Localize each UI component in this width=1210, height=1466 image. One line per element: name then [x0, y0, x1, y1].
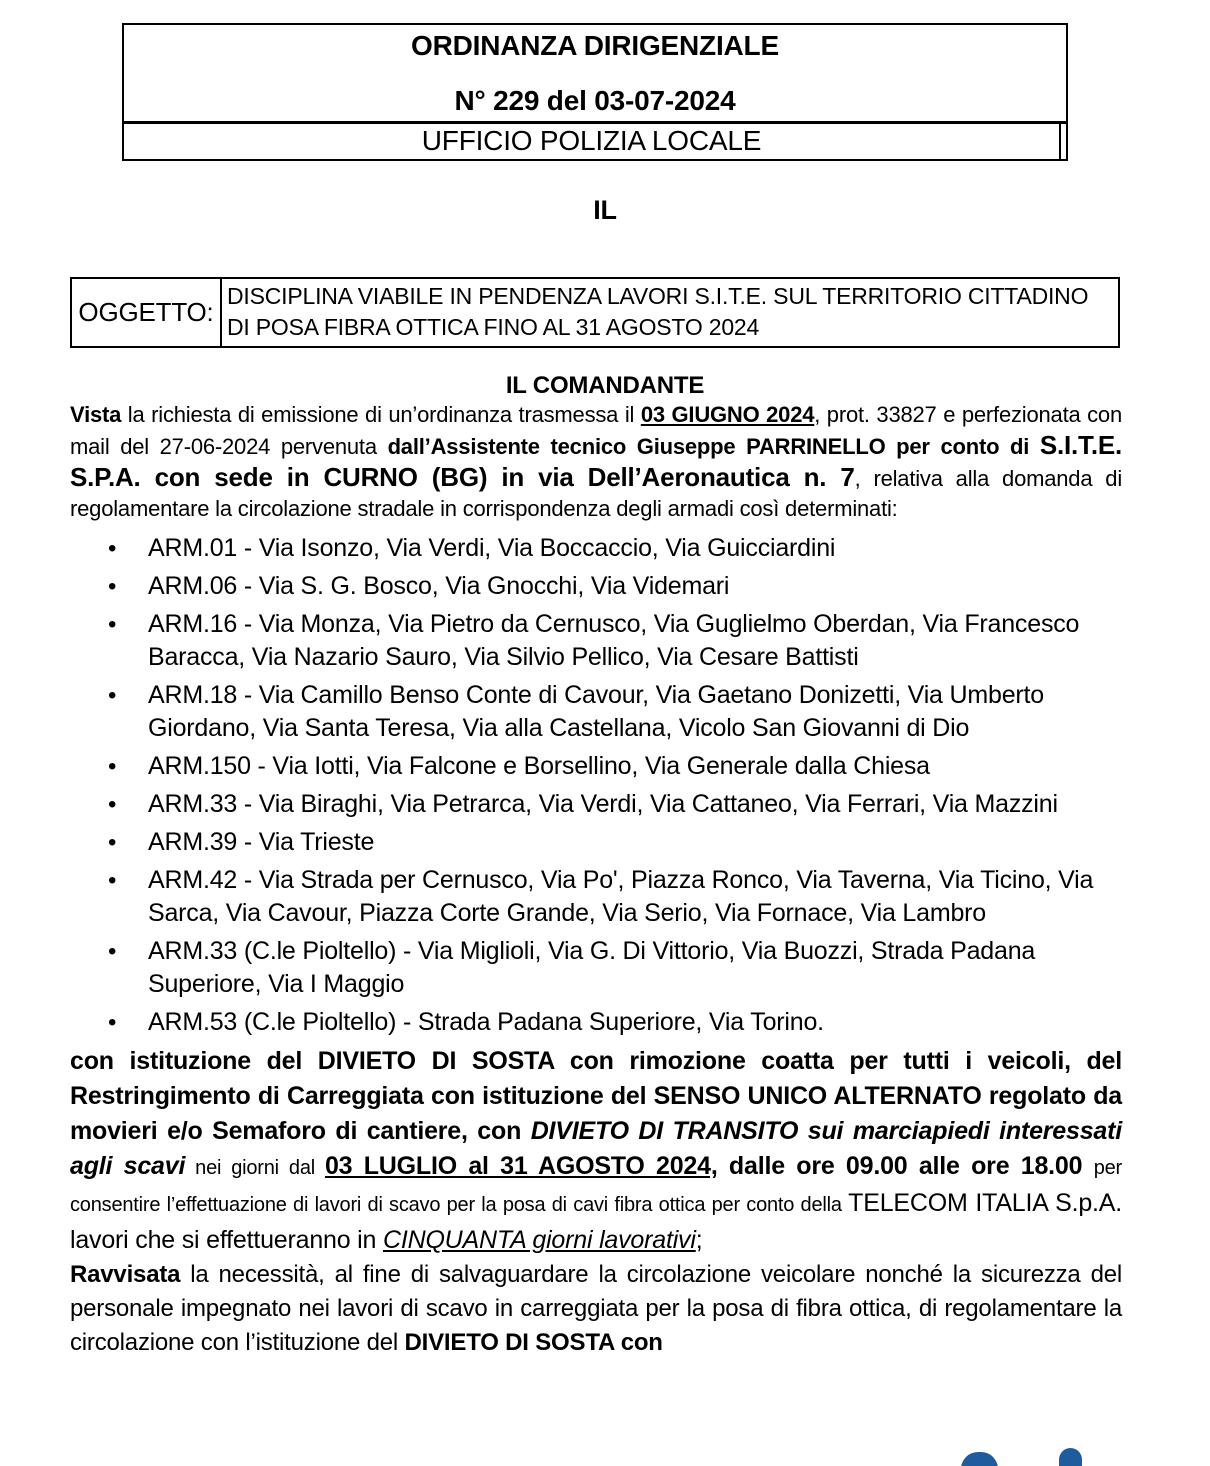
document-body [0, 400, 1210, 1360]
provvedimento-paragraph: con istituzione del DIVIETO DI SOSTA con rimozione coatta per tutti i veicoli, del Restringimento di Carreggiata con istituzione del SENSO UNICO ALTERNATO regolato da movieri e/o Semaforo di cantiere, con DIVIETO DI TRANSITO sui marciapiedi interessati agli scavi nei giorni dal 03 LUGLIO al 31 AGOSTO 2024, dalle ore 09.00 alle ore 18.00 per consentire l’effettuazione di lavori di scavo per la posa di cavi fibra ottica per conto della TELECOM ITALIA S.p.A. lavori che si effettueranno in CINQUANTA giorni lavorativi; [70, 1047, 1122, 1254]
vista-paragraph: Vista la richiesta di emissione di un’ordinanza trasmessa il 03 GIUGNO 2024, prot. 33827 e perfezionata con mail del 27-06-2024 pervenuta dall’Assistente tecnico Giuseppe PARRINELLO per conto di S.I.T.E. S.P.A. con sede in CURNO (BG) in via Dell’Aeronautica n. 7, relativa alla domanda di regolamentare la circolazione stradale in corrispondenza degli armadi così determinati: [70, 402, 1123, 521]
oggetto-label: OGGETTO: [72, 279, 222, 346]
il-heading: IL [593, 195, 617, 225]
arm-list-item: • ARM.33 (C.le Pioltello) - Via Miglioli, Via G. Di Vittorio, Via Buozzi, Strada Padana Superiore, Via I Maggio [148, 935, 1122, 1001]
arm-list-item: • ARM.01 - Via Isonzo, Via Verdi, Via Boccaccio, Via Guicciardini [148, 532, 1122, 565]
header-title-row [124, 25, 1066, 124]
arm-list-item: • ARM.16 - Via Monza, Via Pietro da Cernusco, Via Guglielmo Oberdan, Via Francesco Baracca, Via Nazario Sauro, Via Silvio Pellico, Via Cesare Battisti [148, 608, 1122, 674]
arm-list-item: • ARM.39 - Via Trieste [148, 826, 1122, 859]
arm-list-item: • ARM.42 - Via Strada per Cernusco, Via Po', Piazza Ronco, Via Taverna, Via Ticino, Via Sarca, Via Cavour, Piazza Corte Grande, Via Serio, Via Fornace, Via Lambro [148, 864, 1122, 930]
ordinance-number: N° 229 del 03-07-2024 [454, 85, 736, 116]
arm-list-item: • ARM.18 - Via Camillo Benso Conte di Cavour, Via Gaetano Donizetti, Via Umberto Giordano, Via Santa Teresa, Via alla Castellana, Vicolo San Giovanni di Dio [148, 679, 1122, 745]
arm-list-item: • ARM.150 - Via Iotti, Via Falcone e Borsellino, Via Generale dalla Chiesa [148, 750, 1122, 783]
comandante-heading: IL COMANDANTE [505, 372, 705, 399]
oggetto-text: DISCIPLINA VIABILE IN PENDENZA LAVORI S.I.T.E. SUL TERRITORIO CITTADINO DI POSA FIBRA OTTICA FINO AL 31 AGOSTO 2024 [227, 283, 1089, 340]
arm-list-item: • ARM.06 - Via S. G. Bosco, Via Gnocchi, Via Videmari [148, 570, 1122, 603]
logo-shape-large [961, 1452, 998, 1466]
arm-list-item: • ARM.53 (C.le Pioltello) - Strada Padana Superiore, Via Torino. [148, 1006, 1122, 1039]
arm-list [70, 532, 1122, 1039]
office-label: UFFICIO POLIZIA LOCALE [421, 125, 762, 156]
office-row [124, 124, 1066, 159]
ordinance-title: ORDINANZA DIRIGENZIALE [411, 30, 779, 61]
header-box [122, 23, 1068, 161]
ravvisata-paragraph: Ravvisata la necessità, al fine di salvaguardare la circolazione veicolare nonché la sicurezza del personale impegnato nei lavori di scavo in carreggiata per la posa di fibra ottica, di regolamentare la circolazione con l’istituzione del DIVIETO DI SOSTA con [70, 1261, 1122, 1356]
arm-list-item: • ARM.33 - Via Biraghi, Via Petrarca, Via Verdi, Via Cattaneo, Via Ferrari, Via Mazzini [148, 788, 1122, 821]
logo-shape-small [1059, 1448, 1082, 1466]
oggetto-box [70, 277, 1120, 348]
office-spacer-cell [1059, 124, 1066, 159]
